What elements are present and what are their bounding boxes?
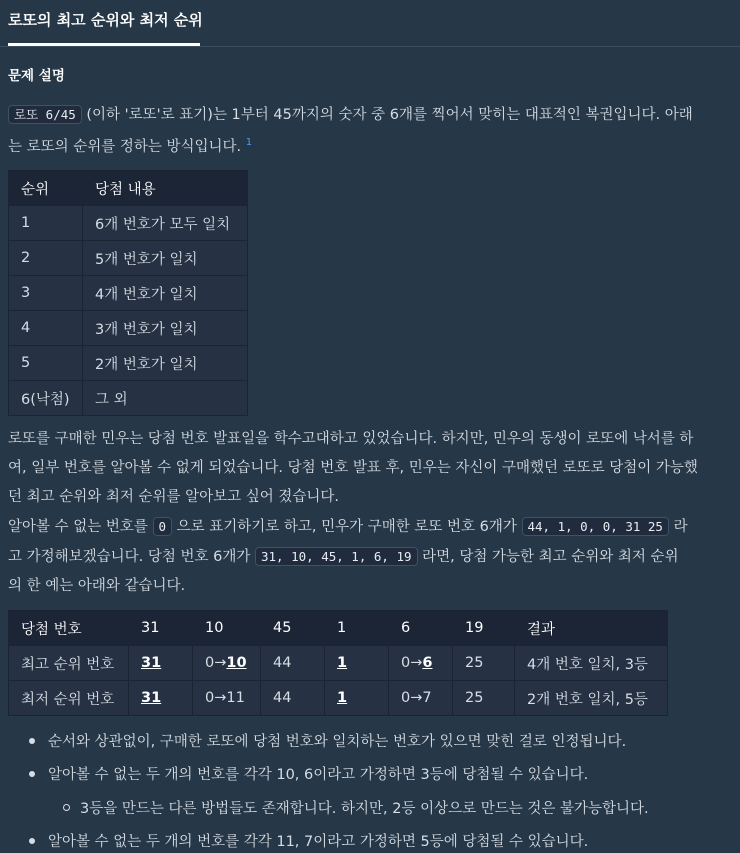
bullet-text: 3등을 만드는 다른 방법들도 존재합니다. 하지만, 2등 이상으로 만드는 것은 불가능합니다. [80,801,649,817]
tab-problem-title[interactable]: 로또의 최고 순위와 최저 순위 [8,11,203,29]
matched-number: 31 [141,655,162,671]
list-item [48,830,588,851]
header-cell: 6 [389,611,453,646]
inline-code-lotto: 로또 6/45 [8,105,82,124]
matched-number: 1 [337,690,348,706]
bullet-text: 순서와 상관없이, 구매한 로또에 당첨 번호와 일치하는 번호가 있으면 맞힌 걸로 인정됩니다. [48,734,627,750]
rank-cell: 5 [9,346,83,381]
content-cell: 3개 번호가 일치 [83,311,248,346]
inline-code-bought-numbers: 44, 1, 0, 0, 31 25 [522,517,669,536]
content-cell: 그 외 [83,381,248,416]
matched-number: 31 [141,690,162,706]
story-line-3: 던 최고 순위와 최저 순위를 알아보고 싶어 졌습니다. [8,489,340,505]
story-line-6: 의 한 예는 아래와 같습니다. [8,578,186,594]
row-label: 최저 순위 번호 [9,681,129,716]
table-cell: 44 [261,681,325,716]
table-cell: 25 [453,681,515,716]
story-line-5a: 고 가정해보겠습니다. 당첨 번호 6개가 [8,549,251,565]
story-line-1: 로또를 구매한 민우는 당첨 번호 발표일을 학수고대하고 있었습니다. 하지만, 민우의 동생이 로또에 낙서를 하 [8,431,694,447]
result-cell: 2개 번호 일치, 5등 [515,681,668,716]
header-cell: 10 [193,611,261,646]
header-cell: 45 [261,611,325,646]
inline-code-winning-numbers: 31, 10, 45, 1, 6, 19 [255,547,418,566]
list-item [48,763,588,784]
intro-text: (이하 '로또'로 표기)는 1부터 45까지의 숫자 중 6개를 찍어서 맞히는 대표적인 복권입니다. 아래 [86,107,693,123]
table-cell: 44 [261,646,325,681]
row-label: 최고 순위 번호 [9,646,129,681]
matched-number: 1 [337,655,348,671]
header-cell: 당첨 번호 [9,611,129,646]
footnote-link[interactable]: 1 [245,137,253,148]
inline-code-zero: 0 [153,517,173,536]
section-title: 문제 설명 [8,68,65,84]
story-line-5b: 라면, 당첨 가능한 최고 순위와 최저 순위 [422,549,679,565]
result-cell: 4개 번호 일치, 3등 [515,646,668,681]
matched-number: 10 [226,655,247,671]
story-line-2: 여, 일부 번호를 알아볼 수 없게 되었습니다. 당첨 번호 발표 후, 민우는 자신이 구매했던 로또로 당첨이 가능했 [8,460,698,476]
header-rank: 순위 [9,171,83,206]
story-line-4c: 라 [673,519,688,535]
content-cell: 6개 번호가 모두 일치 [83,206,248,241]
table-cell: 0→7 [389,681,453,716]
header-cell: 31 [129,611,193,646]
header-cell: 19 [453,611,515,646]
story-line-4b: 으로 표기하기로 하고, 민우가 구매한 로또 번호 6개가 [176,519,517,535]
rank-cell: 6(낙첨) [9,381,83,416]
header-cell: 결과 [515,611,668,646]
bullet-text: 알아볼 수 없는 두 개의 번호를 각각 11, 7이라고 가정하면 5등에 당첨될 수 있습니다. [48,834,589,850]
rank-cell: 2 [9,241,83,276]
rank-cell: 4 [9,311,83,346]
rank-cell: 1 [9,206,83,241]
cell-prefix: 0→ [401,655,423,671]
table-cell: 25 [453,646,515,681]
header-cell: 1 [325,611,389,646]
cell-prefix: 0→ [205,655,227,671]
content-cell: 2개 번호가 일치 [83,346,248,381]
bullet-text: 알아볼 수 없는 두 개의 번호를 각각 10, 6이라고 가정하면 3등에 당첨될 수 있습니다. [48,767,589,783]
sub-list-item [80,797,649,818]
header-content: 당첨 내용 [83,171,248,206]
table-cell: 0→11 [193,681,261,716]
story-line-4a: 알아볼 수 없는 번호를 [8,519,148,535]
matched-number: 6 [422,655,433,671]
rank-cell: 3 [9,276,83,311]
content-cell: 5개 번호가 일치 [83,241,248,276]
intro-text-2: 는 로또의 순위를 정하는 방식입니다. [8,138,242,155]
explanation-list [48,0,728,853]
list-item [48,730,626,751]
content-cell: 4개 번호가 일치 [83,276,248,311]
